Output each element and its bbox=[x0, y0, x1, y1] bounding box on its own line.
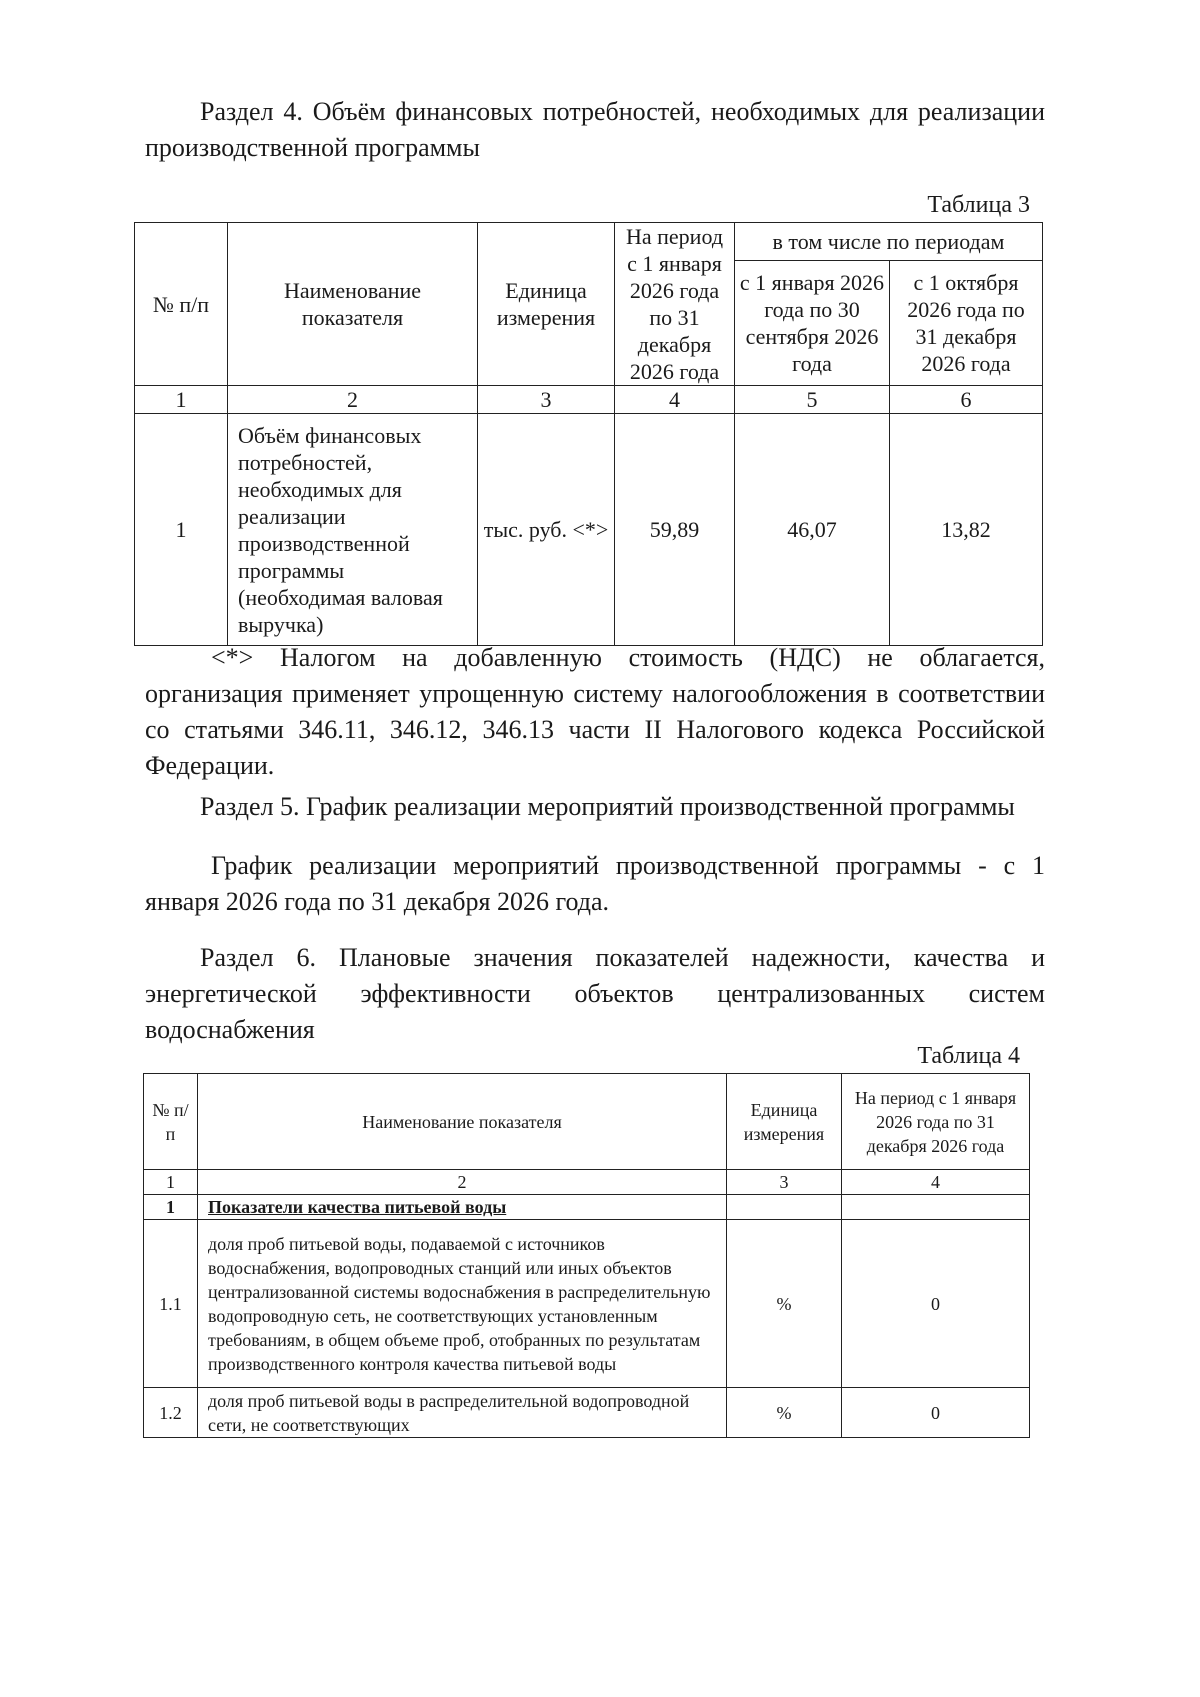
table-group-row bbox=[144, 1195, 1030, 1220]
t4-colnum: 4 bbox=[842, 1170, 1030, 1195]
t3-colnum: 5 bbox=[735, 386, 890, 414]
t3-header-subperiods: в том числе по периодам bbox=[735, 223, 1043, 261]
t4-colnum: 3 bbox=[727, 1170, 842, 1195]
t4-row-value: 0 bbox=[842, 1220, 1030, 1388]
t3-row-unit: тыс. руб. <*> bbox=[478, 414, 615, 646]
t4-row-num: 1.1 bbox=[144, 1220, 198, 1388]
t4-colnum: 1 bbox=[144, 1170, 198, 1195]
table-4 bbox=[143, 1073, 1030, 1438]
t4-header-name: Наименование показателя bbox=[198, 1074, 727, 1170]
t4-group-name: Показатели качества питьевой воды bbox=[198, 1195, 727, 1220]
section-4-heading: Раздел 4. Объём финансовых потребностей, необходимых для реализации производственной программы bbox=[145, 97, 1045, 162]
section-5-body: График реализации мероприятий производственной программы - с 1 января 2026 года по 31 декабря 2026 года. bbox=[145, 851, 1045, 916]
section-6-heading: Раздел 6. Плановые значения показателей надежности, качества и энергетической эффективности объектов централизованных систем водоснабжения bbox=[145, 943, 1045, 1044]
t3-row-p2: 13,82 bbox=[890, 414, 1043, 646]
t4-header-period: На период с 1 января 2026 года по 31 декабря 2026 года bbox=[842, 1074, 1030, 1170]
t3-row-num: 1 bbox=[135, 414, 228, 646]
t3-header-name: Наименование показателя bbox=[228, 223, 478, 386]
t3-row-name: Объём финансовых потребностей, необходимых для реализации производственной программы (необходимая валовая выручка) bbox=[228, 414, 478, 646]
t3-colnum: 4 bbox=[615, 386, 735, 414]
t4-row-unit: % bbox=[727, 1388, 842, 1438]
t4-group-value bbox=[842, 1195, 1030, 1220]
t4-row-unit: % bbox=[727, 1220, 842, 1388]
t4-colnum: 2 bbox=[198, 1170, 727, 1195]
t3-header-unit: Единица измерения bbox=[478, 223, 615, 386]
table-4-caption: Таблица 4 bbox=[917, 1043, 1020, 1069]
table-3-caption: Таблица 3 bbox=[927, 192, 1030, 218]
table-row bbox=[144, 1220, 1030, 1388]
t3-header-period: На период с 1 января 2026 года по 31 декабря 2026 года bbox=[615, 223, 735, 386]
footnote bbox=[145, 640, 1045, 784]
t4-row-num: 1.2 bbox=[144, 1388, 198, 1438]
t3-row-p1: 46,07 bbox=[735, 414, 890, 646]
t3-row-total: 59,89 bbox=[615, 414, 735, 646]
t4-header-unit: Единица измерения bbox=[727, 1074, 842, 1170]
t4-row-value: 0 bbox=[842, 1388, 1030, 1438]
table-row bbox=[144, 1388, 1030, 1438]
t3-header-p2: с 1 октября 2026 года по 31 декабря 2026 года bbox=[890, 260, 1043, 385]
footnote-mark: <*> bbox=[211, 643, 254, 672]
t3-header-num: № п/п bbox=[135, 223, 228, 386]
t4-header-num: № п/п bbox=[144, 1074, 198, 1170]
t3-colnum: 6 bbox=[890, 386, 1043, 414]
t4-group-num: 1 bbox=[144, 1195, 198, 1220]
t3-colnum: 2 bbox=[228, 386, 478, 414]
t4-group-unit bbox=[727, 1195, 842, 1220]
t3-header-p1: с 1 января 2026 года по 30 сентября 2026 года bbox=[735, 260, 890, 385]
table-3 bbox=[134, 222, 1043, 646]
t3-colnum: 3 bbox=[478, 386, 615, 414]
t4-row-name: доля проб питьевой воды в распределительной водопроводной сети, не соответствующих bbox=[198, 1388, 727, 1438]
footnote-text: Налогом на добавленную стоимость (НДС) не облагается, организация применяет упрощенную систему налогообложения в соответствии со статьями 346.11, 346.12, 346.13 части II Налогового кодекса Российской Федерации. bbox=[145, 643, 1046, 780]
t3-colnum: 1 bbox=[135, 386, 228, 414]
table-row bbox=[135, 414, 1043, 646]
t4-row-name: доля проб питьевой воды, подаваемой с источников водоснабжения, водопроводных станций или иных объектов централизованной системы водоснабжения в распределительную водопроводную сеть, не соответствующих установленным требованиям, в общем объеме проб, отобранных по результатам производственного контроля качества питьевой воды bbox=[198, 1220, 727, 1388]
section-5-heading: Раздел 5. График реализации мероприятий производственной программы bbox=[200, 792, 1015, 821]
